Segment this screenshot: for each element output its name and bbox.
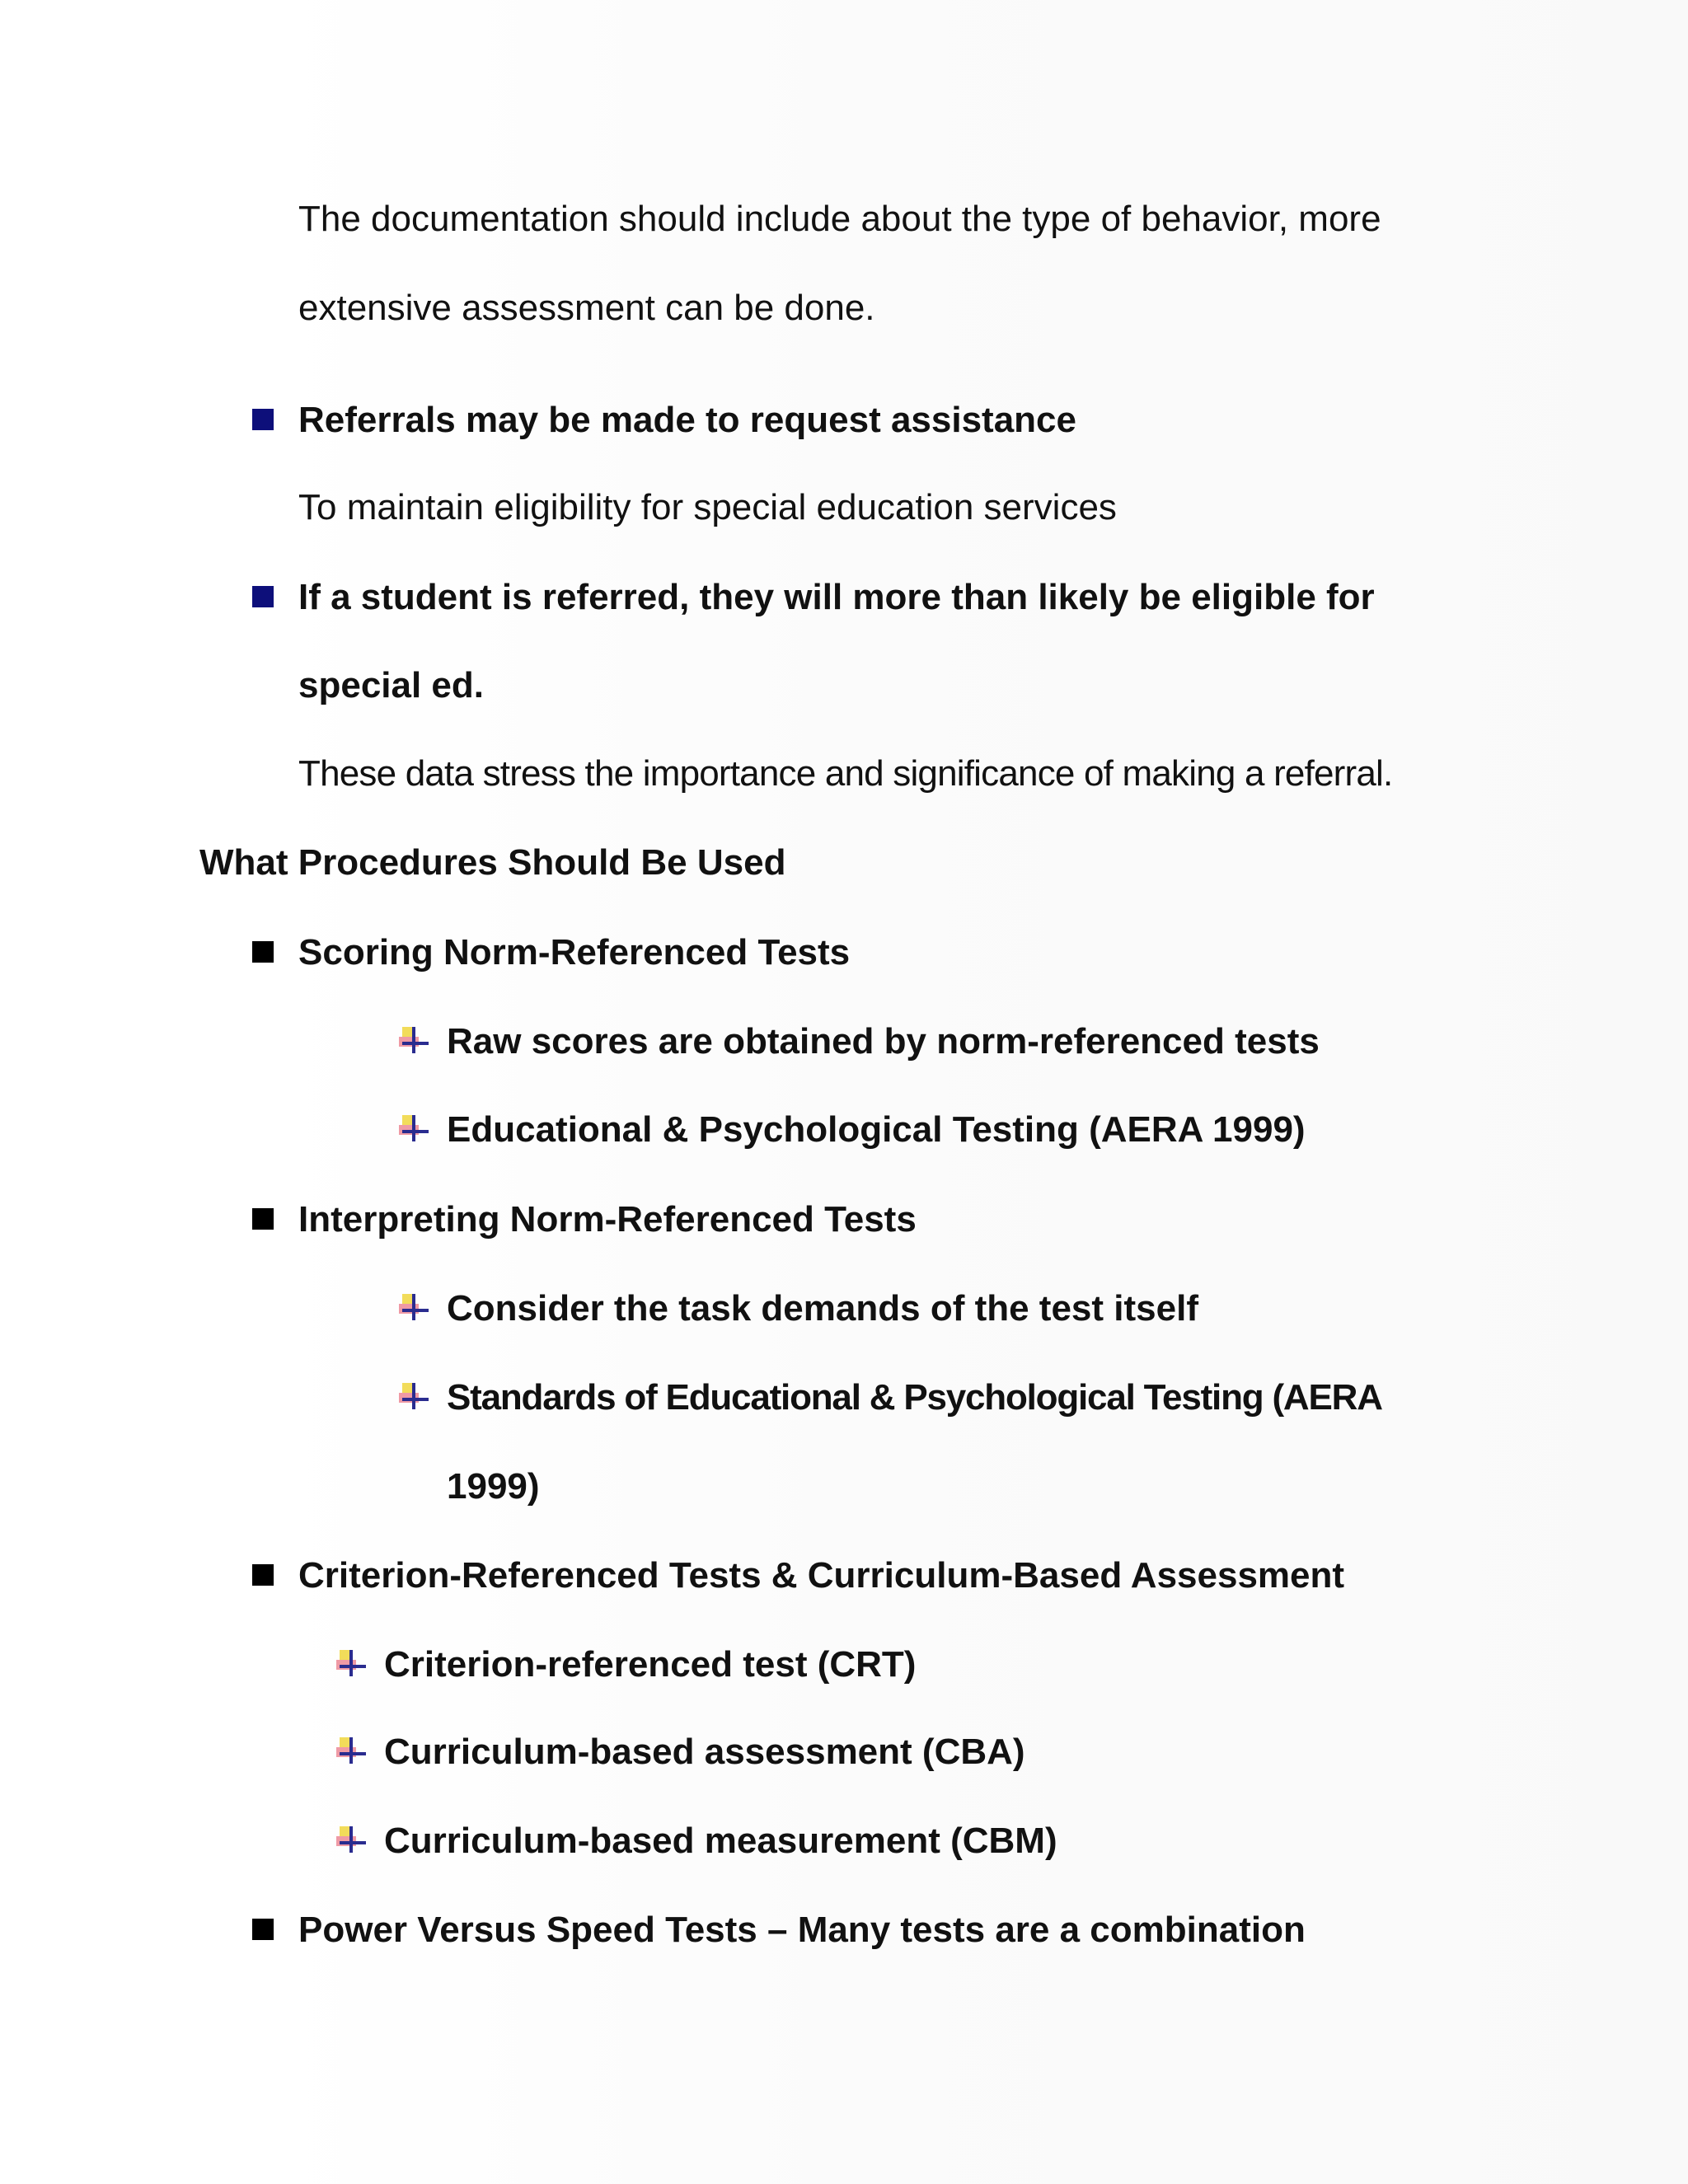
paragraph-line: The documentation should include about the type of behavior, more [298, 199, 1381, 239]
list-item: Standards of Educational & Psychological Testing (AERA [447, 1377, 1382, 1418]
square-bullet-icon [252, 1564, 274, 1586]
list-item: Raw scores are obtained by norm-referenced tests [447, 1021, 1320, 1062]
list-item-heading: Power Versus Speed Tests – Many tests are a combination [298, 1910, 1306, 1950]
square-bullet-icon [252, 941, 274, 963]
list-item-heading: Scoring Norm-Referenced Tests [298, 932, 851, 972]
section-heading: What Procedures Should Be Used [199, 842, 786, 883]
list-item-heading: Interpreting Norm-Referenced Tests [298, 1199, 917, 1240]
cross-bullet-icon [397, 1380, 430, 1413]
cross-bullet-icon [335, 1734, 368, 1767]
square-bullet-icon [252, 586, 274, 607]
square-bullet-icon [252, 409, 274, 430]
list-item: Criterion-referenced test (CRT) [384, 1644, 917, 1685]
list-item: Consider the task demands of the test itself [447, 1288, 1198, 1329]
square-bullet-icon [252, 1208, 274, 1230]
cross-bullet-icon [397, 1112, 430, 1145]
square-bullet-icon [252, 1919, 274, 1940]
list-item: Curriculum-based assessment (CBA) [384, 1732, 1025, 1772]
list-item-heading: Criterion-Referenced Tests & Curriculum-Based Assessment [298, 1555, 1345, 1596]
list-item-continued: 1999) [447, 1466, 540, 1507]
cross-bullet-icon [397, 1291, 430, 1324]
cross-bullet-icon [397, 1024, 430, 1057]
paragraph-line: extensive assessment can be done. [298, 288, 875, 328]
bullet-text: Referrals may be made to request assistance [298, 400, 1077, 440]
bullet-text-continued: special ed. [298, 665, 485, 705]
list-item: Educational & Psychological Testing (AERA 1999) [447, 1109, 1306, 1150]
cross-bullet-icon [335, 1823, 368, 1856]
paragraph-line: To maintain eligibility for special education services [298, 487, 1117, 527]
cross-bullet-icon [335, 1647, 368, 1680]
list-item: Curriculum-based measurement (CBM) [384, 1821, 1057, 1861]
paragraph-line: These data stress the importance and significance of making a referral. [298, 753, 1393, 794]
bullet-text: If a student is referred, they will more than likely be eligible for [298, 577, 1375, 617]
